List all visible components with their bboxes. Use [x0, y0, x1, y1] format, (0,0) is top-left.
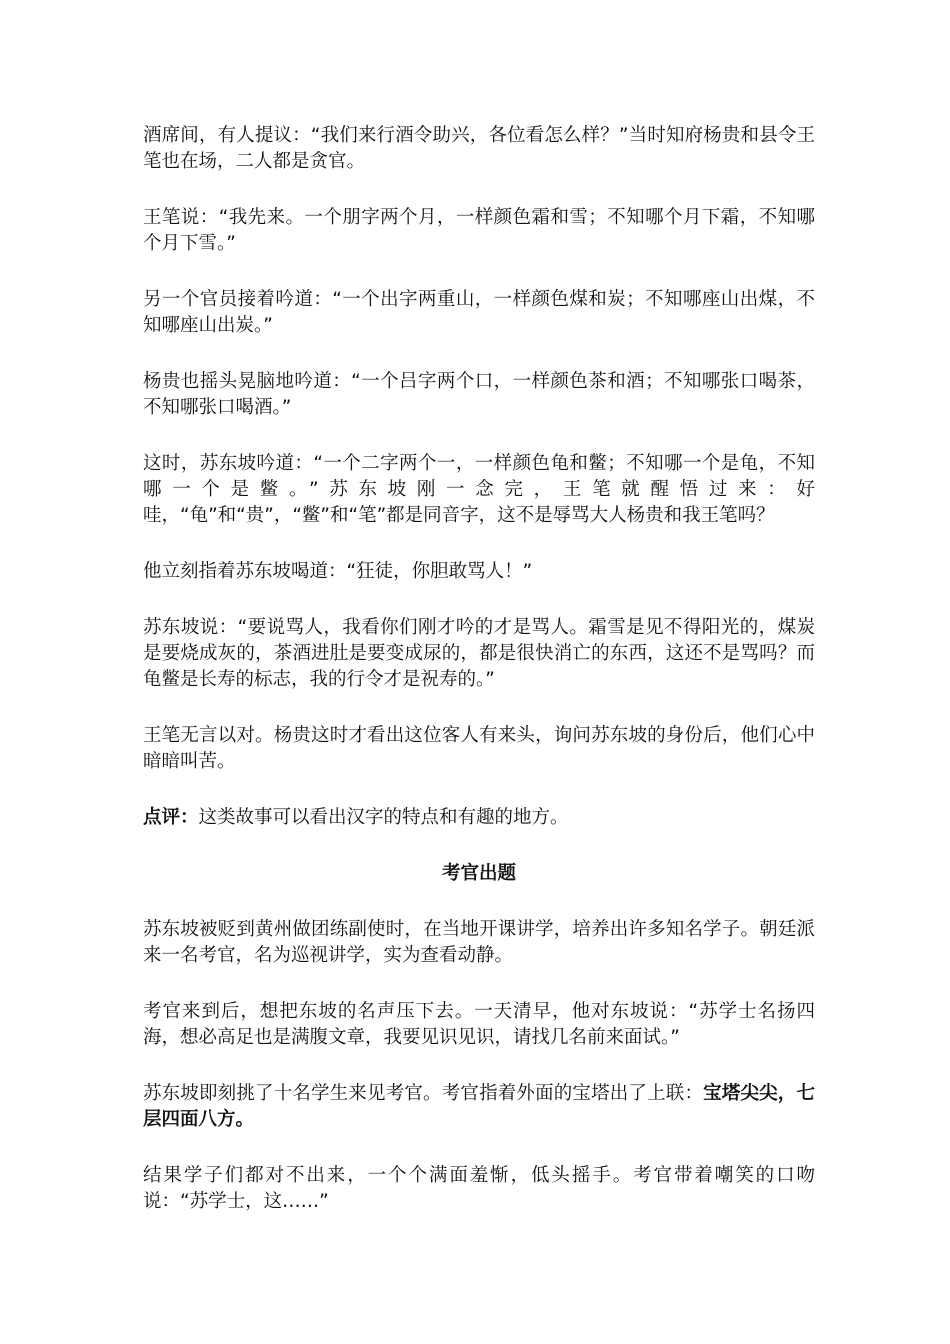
comment-text: 这类故事可以看出汉字的特点和有趣的地方。	[198, 807, 569, 828]
paragraph: 另一个官员接着吟道：“一个出字两重山，一样颜色煤和炭；不知哪座山出煤，不知哪座山出炭。”	[143, 289, 815, 336]
paragraph: 王笔无言以对。杨贵这时才看出这位客人有来头，询问苏东坡的身份后，他们心中暗暗叫苦。	[143, 725, 815, 772]
paragraph: 王笔说：“我先来。一个朋字两个月，一样颜色霜和雪；不知哪个月下霜，不知哪个月下雪。”	[143, 207, 815, 254]
document-page	[143, 123, 815, 1245]
paragraph: 这时，苏东坡吟道：“一个二字两个一，一样颜色龟和鳖；不知哪一个是龟，不知哪一个是鳖。”苏东坡刚一念完，王笔就醒悟过来：好哇，“龟”和“贵”，“鳖”和“笔”都是同音字，这不是辱骂大人杨贵和我王笔吗？	[143, 453, 815, 526]
couplet-text: 宝塔尖尖，七层四面八方。	[143, 1083, 815, 1130]
comment-label: 点评：	[143, 807, 199, 828]
paragraph: 考官来到后，想把东坡的名声压下去。一天清早，他对东坡说：“苏学士名扬四海，想必高足也是满腹文章，我要见识见识，请找几名前来面试。”	[143, 1001, 815, 1048]
paragraph: 结果学子们都对不出来，一个个满面羞惭，低头摇手。考官带着嘲笑的口吻说：“苏学士，这……”	[143, 1165, 815, 1212]
couplet-intro: 苏东坡即刻挑了十名学生来见考官。考官指着外面的宝塔出了上联：	[143, 1083, 704, 1104]
paragraph: 苏东坡说：“要说骂人，我看你们刚才吟的才是骂人。霜雪是见不得阳光的，煤炭是要烧成灰的，茶酒进肚是要变成尿的，都是很快消亡的东西，这还不是骂吗？而龟鳖是长寿的标志，我的行令才是祝寿的。”	[143, 617, 815, 690]
paragraph: 杨贵也摇头晃脑地吟道：“一个吕字两个口，一样颜色茶和酒；不知哪张口喝茶，不知哪张口喝酒。”	[143, 371, 815, 418]
couplet-paragraph	[143, 1081, 815, 1133]
paragraph: 酒席间，有人提议：“我们来行酒令助兴，各位看怎么样？”当时知府杨贵和县令王笔也在场，二人都是贪官。	[143, 125, 815, 172]
paragraph: 苏东坡被贬到黄州做团练副使时，在当地开课讲学，培养出许多知名学子。朝廷派来一名考官，名为巡视讲学，实为查看动静。	[143, 919, 815, 966]
comment-paragraph	[143, 805, 815, 831]
paragraph: 他立刻指着苏东坡喝道：“狂徒，你胆敢骂人！”	[143, 561, 533, 582]
section-title: 考官出题	[441, 863, 516, 884]
